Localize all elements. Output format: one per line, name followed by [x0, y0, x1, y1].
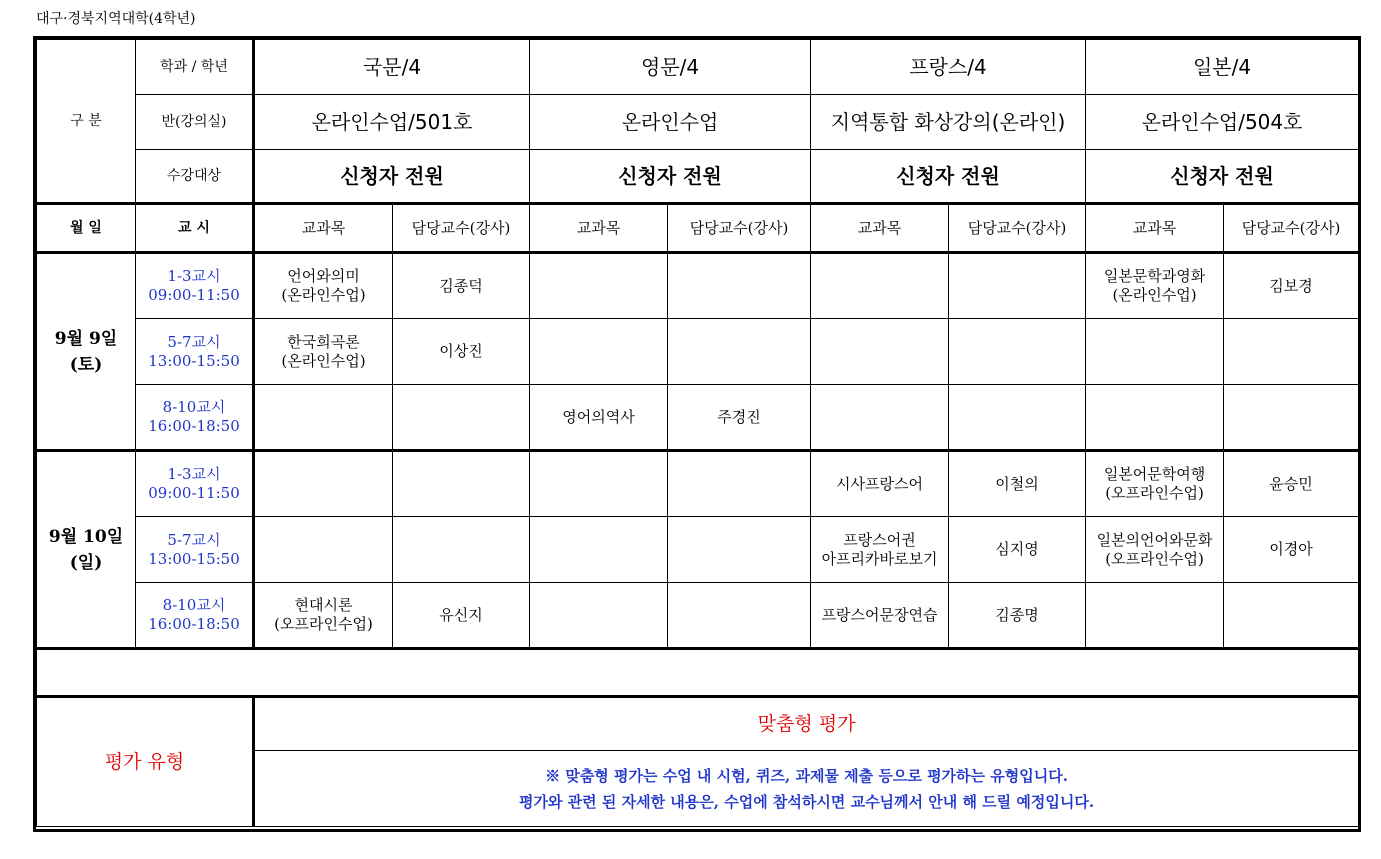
schedule-table	[36, 39, 1359, 827]
professor-cell: 이경아	[1224, 517, 1359, 583]
document-caption: 대구·경북지역대학(4학년)	[36, 11, 196, 27]
dept-name-2: 프랑스/4	[811, 40, 1086, 95]
time-text: 09:00-11:50	[148, 286, 240, 304]
subject-cell	[811, 451, 949, 517]
dept-year-label: 학과 / 학년	[136, 40, 254, 95]
dept-room-3: 온라인수업/504호	[1086, 95, 1359, 150]
professor-cell: 김종명	[949, 583, 1086, 649]
period-text: 1-3교시	[167, 267, 221, 285]
professor-cell	[393, 517, 530, 583]
subject-cell	[530, 451, 668, 517]
time-text: 13:00-15:50	[148, 549, 240, 568]
professor-cell	[393, 451, 530, 517]
professor-header: 담당교수(강사)	[668, 204, 811, 253]
professor-cell: 이철의	[949, 451, 1086, 517]
time-text: 13:00-15:50	[148, 351, 240, 370]
professor-header: 담당교수(강사)	[1224, 204, 1359, 253]
dept-target-2: 신청자 전원	[811, 150, 1086, 204]
gubun-label: 구 분	[37, 40, 136, 204]
table-row	[37, 517, 1359, 583]
spacer-row	[37, 649, 1359, 697]
room-label: 반(강의실)	[136, 95, 254, 150]
dept-target-3: 신청자 전원	[1086, 150, 1359, 204]
evaluation-label: 평가 유형	[37, 697, 254, 827]
evaluation-type: 맞춤형 평가	[254, 697, 1359, 751]
professor-cell	[1224, 319, 1359, 385]
evaluation-note-1: ※ 맞춤형 평가는 수업 내 시험, 퀴즈, 과제물 제출 등으로 평가하는 유형입니다.	[545, 766, 1068, 785]
subject-cell	[530, 583, 668, 649]
table-row	[37, 451, 1359, 517]
subject-cell	[254, 517, 393, 583]
professor-cell: 주경진	[668, 385, 811, 451]
professor-cell	[949, 253, 1086, 319]
subject-name: 프랑스어권	[843, 530, 916, 549]
subject-header: 교과목	[1086, 204, 1224, 253]
professor-cell	[668, 319, 811, 385]
schedule-table-frame	[33, 36, 1361, 832]
dept-name-3: 일본/4	[1086, 40, 1359, 95]
subject-cell	[254, 319, 393, 385]
professor-cell	[1224, 385, 1359, 451]
subject-name: 일본문학과영화	[1103, 267, 1206, 285]
period-text: 8-10교시	[162, 398, 226, 416]
target-label: 수강대상	[136, 150, 254, 204]
professor-cell: 심지영	[949, 517, 1086, 583]
weekday-text: (토)	[69, 354, 103, 375]
subject-header: 교과목	[254, 204, 393, 253]
subject-cell	[1086, 385, 1224, 451]
subject-cell	[811, 583, 949, 649]
subject-cell	[254, 385, 393, 451]
subject-cell	[1086, 451, 1224, 517]
subject-cell	[530, 319, 668, 385]
subject-name: 현대시론	[294, 596, 353, 614]
subject-cell	[811, 319, 949, 385]
period-cell	[136, 385, 254, 451]
subject-cell	[254, 451, 393, 517]
weekday-text: (일)	[69, 552, 103, 573]
table-row	[37, 319, 1359, 385]
professor-cell	[949, 385, 1086, 451]
subject-name: 시사프랑스어	[836, 474, 923, 493]
subject-name: 영어의역사	[562, 407, 635, 426]
subject-cell	[530, 517, 668, 583]
period-label: 교 시	[136, 204, 254, 253]
subject-cell	[254, 253, 393, 319]
professor-cell	[668, 451, 811, 517]
dept-room-0: 온라인수업/501호	[254, 95, 530, 150]
date-text: 9월 10일	[48, 526, 124, 547]
subject-mode: (오프라인수업)	[1105, 549, 1204, 568]
professor-header: 담당교수(강사)	[949, 204, 1086, 253]
professor-cell	[668, 253, 811, 319]
subject-name: 일본어문학여행	[1103, 465, 1206, 483]
professor-cell: 이상진	[393, 319, 530, 385]
dept-room-1: 온라인수업	[530, 95, 811, 150]
subject-mode: (오프라인수업)	[1105, 484, 1204, 502]
subject-cell	[1086, 517, 1224, 583]
table-row	[37, 253, 1359, 319]
professor-cell: 유신지	[393, 583, 530, 649]
subject-cell	[254, 583, 393, 649]
subject-header: 교과목	[811, 204, 949, 253]
subject-cell	[811, 385, 949, 451]
subject-cell	[1086, 319, 1224, 385]
day-label: 월 일	[37, 204, 136, 253]
time-text: 09:00-11:50	[148, 484, 240, 502]
professor-header: 담당교수(강사)	[393, 204, 530, 253]
evaluation-notes	[254, 751, 1359, 827]
subject-mode: 아프리카바로보기	[821, 549, 938, 568]
subject-name: 프랑스어문장연습	[821, 605, 938, 624]
subject-cell	[811, 253, 949, 319]
date-cell	[37, 253, 136, 451]
subject-header: 교과목	[530, 204, 668, 253]
table-row	[37, 385, 1359, 451]
dept-name-0: 국문/4	[254, 40, 530, 95]
date-text: 9월 9일	[54, 328, 118, 349]
professor-cell	[949, 319, 1086, 385]
subject-mode: (온라인수업)	[1112, 286, 1197, 304]
subject-cell	[1086, 253, 1224, 319]
professor-cell	[1224, 583, 1359, 649]
evaluation-note-2: 평가와 관련 된 자세한 내용은, 수업에 참석하시면 교수님께서 안내 해 드릴 예정입니다.	[519, 792, 1095, 811]
time-text: 16:00-18:50	[148, 417, 240, 435]
period-text: 5-7교시	[167, 332, 221, 351]
date-cell	[37, 451, 136, 649]
period-cell	[136, 517, 254, 583]
period-cell	[136, 451, 254, 517]
subject-name: 일본의언어와문화	[1096, 530, 1213, 549]
subject-mode: (오프라인수업)	[274, 615, 373, 633]
table-row	[37, 583, 1359, 649]
subject-mode: (온라인수업)	[281, 286, 366, 304]
period-text: 5-7교시	[167, 530, 221, 549]
professor-cell	[393, 385, 530, 451]
period-text: 8-10교시	[162, 596, 226, 614]
period-cell	[136, 319, 254, 385]
subject-cell	[530, 385, 668, 451]
professor-cell: 윤승민	[1224, 451, 1359, 517]
period-cell	[136, 583, 254, 649]
time-text: 16:00-18:50	[148, 615, 240, 633]
period-text: 1-3교시	[167, 465, 221, 483]
subject-mode: (온라인수업)	[281, 351, 366, 370]
dept-room-2: 지역통합 화상강의(온라인)	[811, 95, 1086, 150]
subject-cell	[530, 253, 668, 319]
period-cell	[136, 253, 254, 319]
professor-cell: 김보경	[1224, 253, 1359, 319]
subject-name: 언어와의미	[287, 267, 360, 285]
subject-cell	[1086, 583, 1224, 649]
dept-name-1: 영문/4	[530, 40, 811, 95]
subject-cell	[811, 517, 949, 583]
professor-cell	[668, 583, 811, 649]
professor-cell: 김종덕	[393, 253, 530, 319]
subject-name: 한국희곡론	[287, 332, 360, 351]
professor-cell	[668, 517, 811, 583]
dept-target-1: 신청자 전원	[530, 150, 811, 204]
dept-target-0: 신청자 전원	[254, 150, 530, 204]
